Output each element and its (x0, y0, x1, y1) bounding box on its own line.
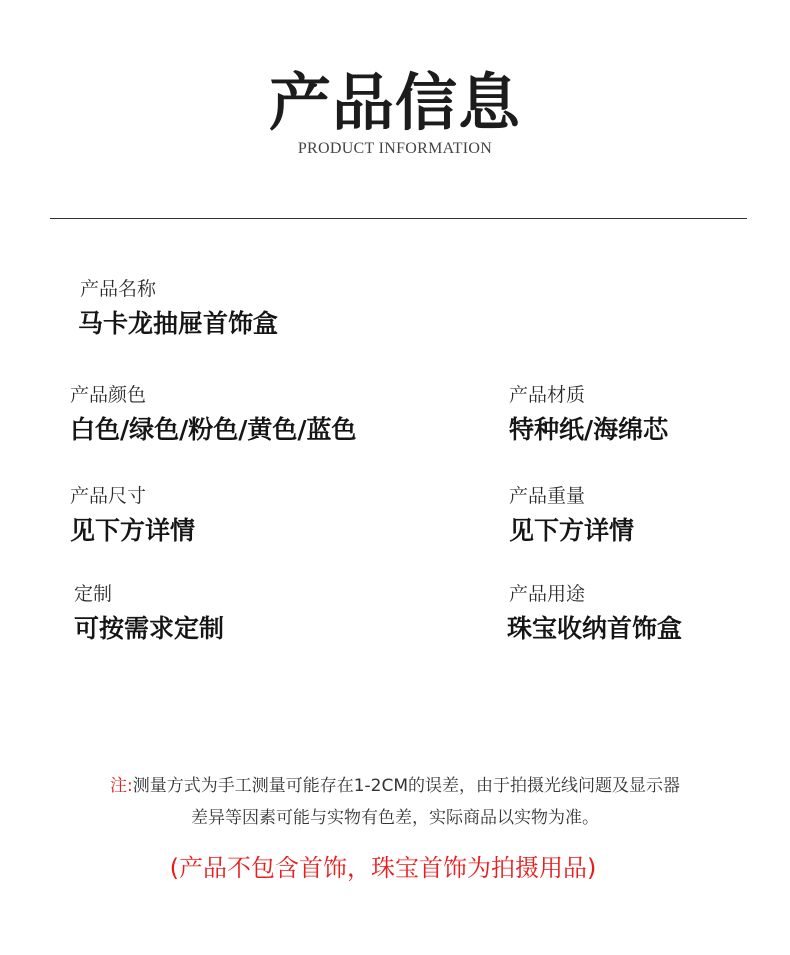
note-text-line-2: 差异等因素可能与实物有色差，实际商品以实物为准。 (191, 808, 599, 828)
field-product-material (509, 382, 668, 447)
field-value: 珠宝收纳首饰盒 (507, 614, 683, 643)
field-product-weight (509, 483, 634, 548)
header-divider (50, 218, 747, 219)
field-value: 马卡龙抽屉首饰盒 (78, 309, 279, 338)
field-value: 见下方详情 (70, 516, 196, 545)
field-label: 产品颜色 (70, 384, 147, 406)
field-product-color (70, 382, 357, 447)
measurement-note (0, 774, 790, 798)
field-label: 产品名称 (80, 278, 157, 300)
field-label: 产品用途 (509, 583, 586, 605)
field-value: 可按需求定制 (74, 614, 225, 643)
field-label: 产品材质 (509, 384, 586, 406)
field-customization (74, 581, 224, 646)
page-subtitle: PRODUCT INFORMATION (297, 140, 493, 157)
field-value: 见下方详情 (509, 516, 635, 545)
measurement-note-continued (0, 806, 790, 830)
jewelry-disclaimer: (产品不包含首饰，珠宝首饰为拍摄用品) (169, 854, 597, 882)
field-product-size (70, 483, 195, 548)
note-text-line-1: 测量方式为手工测量可能存在1-2CM的误差，由于拍摄光线问题及显示器 (132, 776, 681, 796)
field-label: 产品尺寸 (70, 485, 147, 507)
page-title: 产品信息 (268, 66, 521, 139)
field-label: 产品重量 (509, 485, 586, 507)
note-prefix: 注: (109, 776, 133, 796)
field-label: 定制 (74, 583, 113, 605)
field-product-usage (509, 581, 682, 646)
field-value: 特种纸/海绵芯 (509, 415, 669, 444)
field-value: 白色/绿色/粉色/黄色/蓝色 (70, 415, 357, 444)
field-product-name (80, 276, 278, 341)
